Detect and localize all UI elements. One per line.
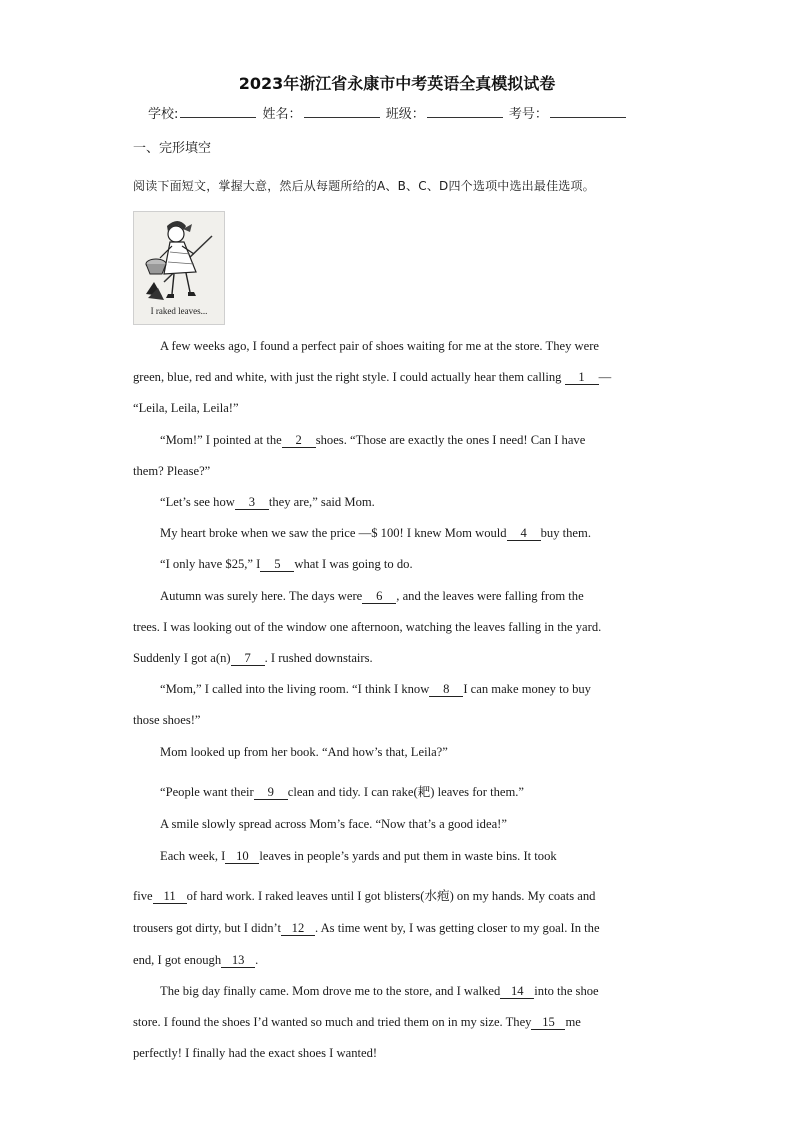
blank-8[interactable]: 8 (429, 683, 463, 697)
blank-14[interactable]: 14 (500, 985, 534, 999)
blank-12[interactable]: 12 (281, 922, 315, 936)
name-blank[interactable] (304, 105, 380, 118)
name-label: 姓名： (262, 107, 302, 122)
passage-line: trees. I was looking out of the window one afternoon, watching the leaves falling in the yard. (133, 620, 602, 634)
passage-line: Suddenly I got a(n) 7 . I rushed downstairs. (133, 651, 373, 665)
passage-line: end, I got enough 13 . (133, 953, 259, 967)
passage-line: “Mom!” I pointed at the 2 shoes. “Those are exactly the ones I need! Can I have (160, 433, 586, 447)
passage-line: “People want their 9 clean and tidy. I can rake(耙) leaves for them.” (160, 785, 524, 799)
exam-no-blank[interactable] (550, 105, 626, 118)
passage-line: A smile slowly spread across Mom’s face. “Now that’s a good idea!” (160, 817, 507, 831)
passage-line: them? Please?” (133, 464, 211, 478)
passage-line: five 11 of hard work. I raked leaves until I got blisters(水疱) on my hands. My coats and (133, 889, 596, 903)
passage-line: The big day finally came. Mom drove me to the store, and I walked 14 into the shoe (160, 984, 599, 998)
section-heading: 一、完形填空 (133, 141, 212, 156)
passage-line: A few weeks ago, I found a perfect pair of shoes waiting for me at the store. They were (160, 339, 599, 353)
passage-line: perfectly! I finally had the exact shoes I wanted! (133, 1046, 378, 1060)
passage-line: Each week, I 10 leaves in people’s yards and put them in waste bins. It took (160, 849, 557, 863)
page-title: 2023年浙江省永康市中考英语全真模拟试卷 (238, 74, 556, 93)
blank-2[interactable]: 2 (282, 434, 316, 448)
passage-line: Mom looked up from her book. “And how’s that, Leila?” (160, 745, 448, 759)
blank-11[interactable]: 11 (153, 890, 187, 904)
passage-line: My heart broke when we saw the price —$ 100! I knew Mom would 4 buy them. (160, 526, 591, 540)
passage-line: green, blue, red and white, with just the right style. I could actually hear them calling 1 — (133, 370, 612, 384)
blank-9[interactable]: 9 (254, 786, 288, 800)
blank-7[interactable]: 7 (231, 652, 265, 666)
exam-no-label: 考号： (508, 107, 548, 122)
blank-10[interactable]: 10 (225, 850, 259, 864)
passage-line: “Let’s see how 3 they are,” said Mom. (160, 495, 375, 509)
passage-line: store. I found the shoes I’d wanted so much and tried them on in my size. They 15 me (133, 1015, 581, 1029)
passage-line: “Mom,” I called into the living room. “I think I know 8 I can make money to buy (160, 682, 591, 696)
illustration-caption: I raked leaves... (150, 306, 208, 316)
illustration-girl-raking (133, 211, 225, 325)
blank-3[interactable]: 3 (235, 496, 269, 510)
blank-13[interactable]: 13 (221, 954, 255, 968)
passage-line: “Leila, Leila, Leila!” (133, 401, 239, 415)
blank-5[interactable]: 5 (260, 558, 294, 572)
class-blank[interactable] (427, 105, 503, 118)
blank-6[interactable]: 6 (362, 590, 396, 604)
school-label: 学校: (148, 107, 179, 122)
blank-1[interactable]: 1 (565, 371, 599, 385)
passage-line: “I only have $25,” I 5 what I was going to do. (160, 557, 413, 571)
blank-4[interactable]: 4 (507, 527, 541, 541)
class-label: 班级： (385, 107, 425, 122)
blank-15[interactable]: 15 (531, 1016, 565, 1030)
section-instruction: 阅读下面短文，掌握大意，然后从每题所给的A、B、C、D四个选项中选出最佳选项。 (133, 179, 595, 193)
passage-line: trousers got dirty, but I didn’t 12 . As time went by, I was getting closer to my goal. In the (133, 921, 600, 935)
school-blank[interactable] (180, 105, 256, 118)
passage-line: Autumn was surely here. The days were 6 , and the leaves were falling from the (160, 589, 584, 603)
student-info-row (148, 103, 628, 122)
passage-line: those shoes!” (133, 713, 201, 727)
